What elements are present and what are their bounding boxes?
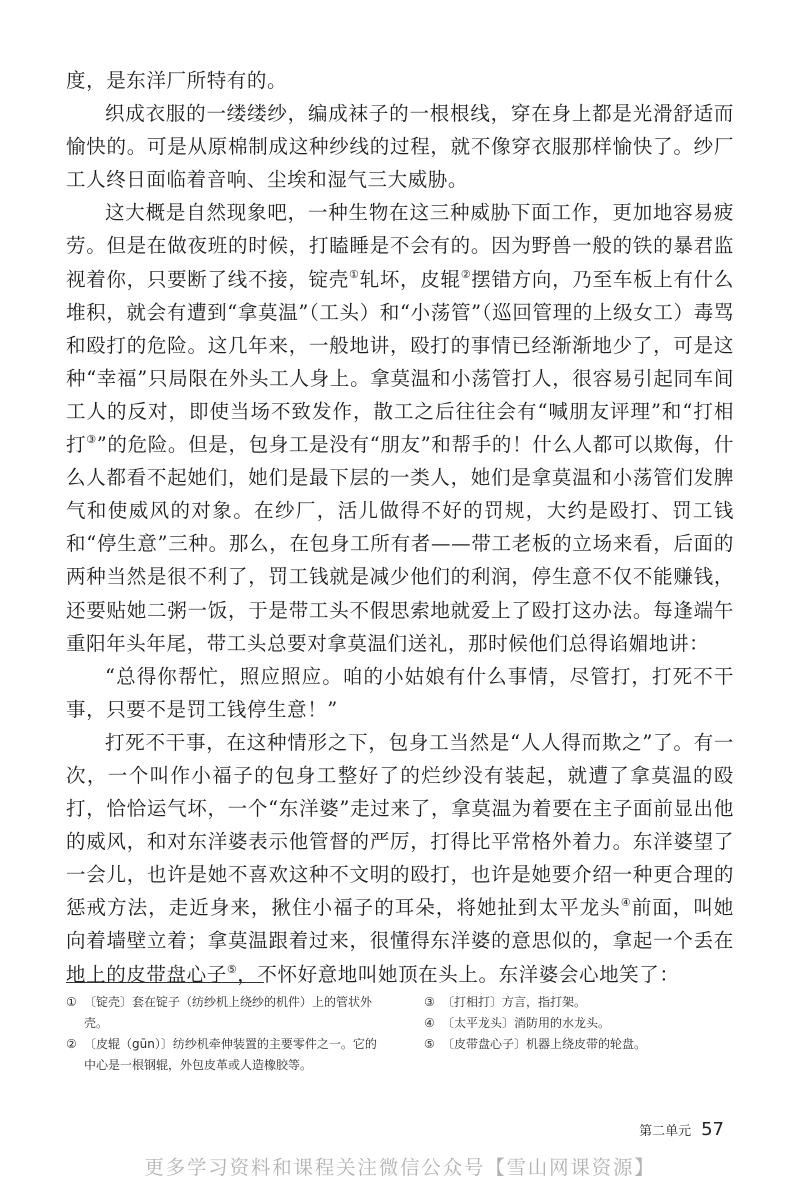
paragraph-text: “总得你帮忙，照应照应。咱的小姑娘有什么事情，尽管打，打死不干事，只要不是罚工钱停生意！” xyxy=(66,664,734,721)
footnote-number: ② xyxy=(66,1037,77,1051)
paragraph-text: ”的危险。但是，包身工是没有“朋友”和帮手的！什么人都可以欺侮，什么人都看不起她们，她们是最下层的一类人，她们是拿莫温和小荡管们发脾气和使威风的对象。在纱厂，活儿做得不好的罚规，大约是殴打、罚工钱和“停生意”三种。那么，在包身工所有者——带工老板的立场来看，后面的两种当然是很不利了，罚工钱就是减少他们的利润，停生意不仅不能赚钱，还要贴她二粥一饭，于是带工头不假思索地就爱上了殴打这办法。每逢端午重阳年头年尾，带工头总要对拿莫温们送礼，那时候他们总得谄媚地讲： xyxy=(66,433,734,655)
paragraph-text: 前面，叫她向着墙壁立着；拿莫温跟着过来，很懂得东洋婆的意思似的，拿起一个丢在地上的皮带盘心子 xyxy=(66,896,734,986)
page-footer xyxy=(639,1119,724,1140)
footnote-text: 〔打相打〕方言，指打架。 xyxy=(442,995,587,1009)
footnote-item xyxy=(424,1034,744,1055)
body-paragraph xyxy=(66,97,734,196)
paragraph-text: 这大概是自然现象吧，一种生物在这三种威胁下面工作，更加地容易疲劳。但是在做夜班的时候，打瞌睡是不会有的。因为野兽一般的铁的暴君监视着你，只要断了线不接，锭壳 xyxy=(66,201,734,291)
footnote-text: 〔皮辊（gūn）〕纺纱机牵伸装置的主要零件之一。它的中心是一根钢辊，外包皮革或人造橡胶等。 xyxy=(84,1037,377,1072)
footnotes-right xyxy=(424,992,744,1055)
footnote-marker: ④ xyxy=(620,896,632,910)
body-paragraph xyxy=(66,64,734,97)
footnote-text: 〔锭壳〕套在锭子（纺纱机上绕纱的机件）上的管状外壳。 xyxy=(84,995,373,1030)
paragraph-text: 打死不干事，在这种情形之下，包身工当然是“人人得而欺之”了。有一次，一个叫作小福子的包身工整好了的烂纱没有装起，就遭了拿莫温的殴打，恰恰运气坏，一个“东洋婆”走过来了，拿莫温为着要在主子面前显出他的威风，和对东洋婆表示他管督的严厉，打得比平常格外着力。东洋婆望了一会儿，也许是她不喜欢这种不文明的殴打，也许是她要介绍一种更合理的惩戒方法，走近身来，揪住小福子的耳朵，将她扯到太平龙头 xyxy=(66,730,734,920)
footnote-item xyxy=(66,1034,386,1076)
footnote-item xyxy=(424,992,744,1013)
footnotes-left xyxy=(66,992,386,1076)
footnote-number: ⑤ xyxy=(424,1037,435,1051)
footnote-item xyxy=(424,1013,744,1034)
body-paragraph xyxy=(66,726,734,991)
paragraph-text: 轧坏，皮辊 xyxy=(359,267,461,291)
body-paragraph xyxy=(66,660,734,726)
footnote-number: ③ xyxy=(424,995,435,1009)
footnote-number: ④ xyxy=(424,1016,435,1030)
footnote-marker: ① xyxy=(349,267,360,281)
footnote-text: 〔皮带盘心子〕机器上绕皮带的轮盘。 xyxy=(442,1037,647,1051)
footnote-item xyxy=(66,992,386,1034)
footnote-marker: ③ xyxy=(86,433,97,447)
page-number: 57 xyxy=(701,1119,724,1140)
footnote-number: ① xyxy=(66,995,77,1009)
footnote-divider xyxy=(66,982,264,983)
paragraph-text: 织成衣服的一缕缕纱，编成袜子的一根根线，穿在身上都是光滑舒适而愉快的。可是从原棉制成这种纱线的过程，就不像穿衣服那样愉快了。纱厂工人终日面临着音响、尘埃和湿气三大威胁。 xyxy=(66,102,734,192)
paragraph-text: 摆错方向，乃至车板上有什么堆积，就会有遭到“拿莫温”（工头）和“小荡管”（巡回管理的上级女工）毒骂和殴打的危险。这几年来，一般地讲，殴打的事情已经渐渐地少了，可是这种“幸福”只局限在外头工人身上。拿莫温和小荡管打人，很容易引起同车间工人的反对，即使当场不致发作，散工之后往往会有“喊朋友评理”和“打相打 xyxy=(66,267,734,457)
paragraph-text: ，不怀好意地叫她顶在头上。东洋婆会心地笑了： xyxy=(237,962,680,986)
footnote-marker: ② xyxy=(460,267,472,281)
paragraph-text: 度，是东洋厂所特有的。 xyxy=(66,69,288,92)
main-text xyxy=(66,64,734,991)
unit-label: 第二单元 xyxy=(639,1124,692,1139)
footnote-marker: ⑤ xyxy=(226,962,238,976)
footnote-text: 〔太平龙头〕消防用的水龙头。 xyxy=(442,1016,611,1030)
watermark-text: 更多学习资料和课程关注微信公众号【雪山网课资源】 xyxy=(144,1156,656,1179)
body-paragraph xyxy=(66,196,734,659)
